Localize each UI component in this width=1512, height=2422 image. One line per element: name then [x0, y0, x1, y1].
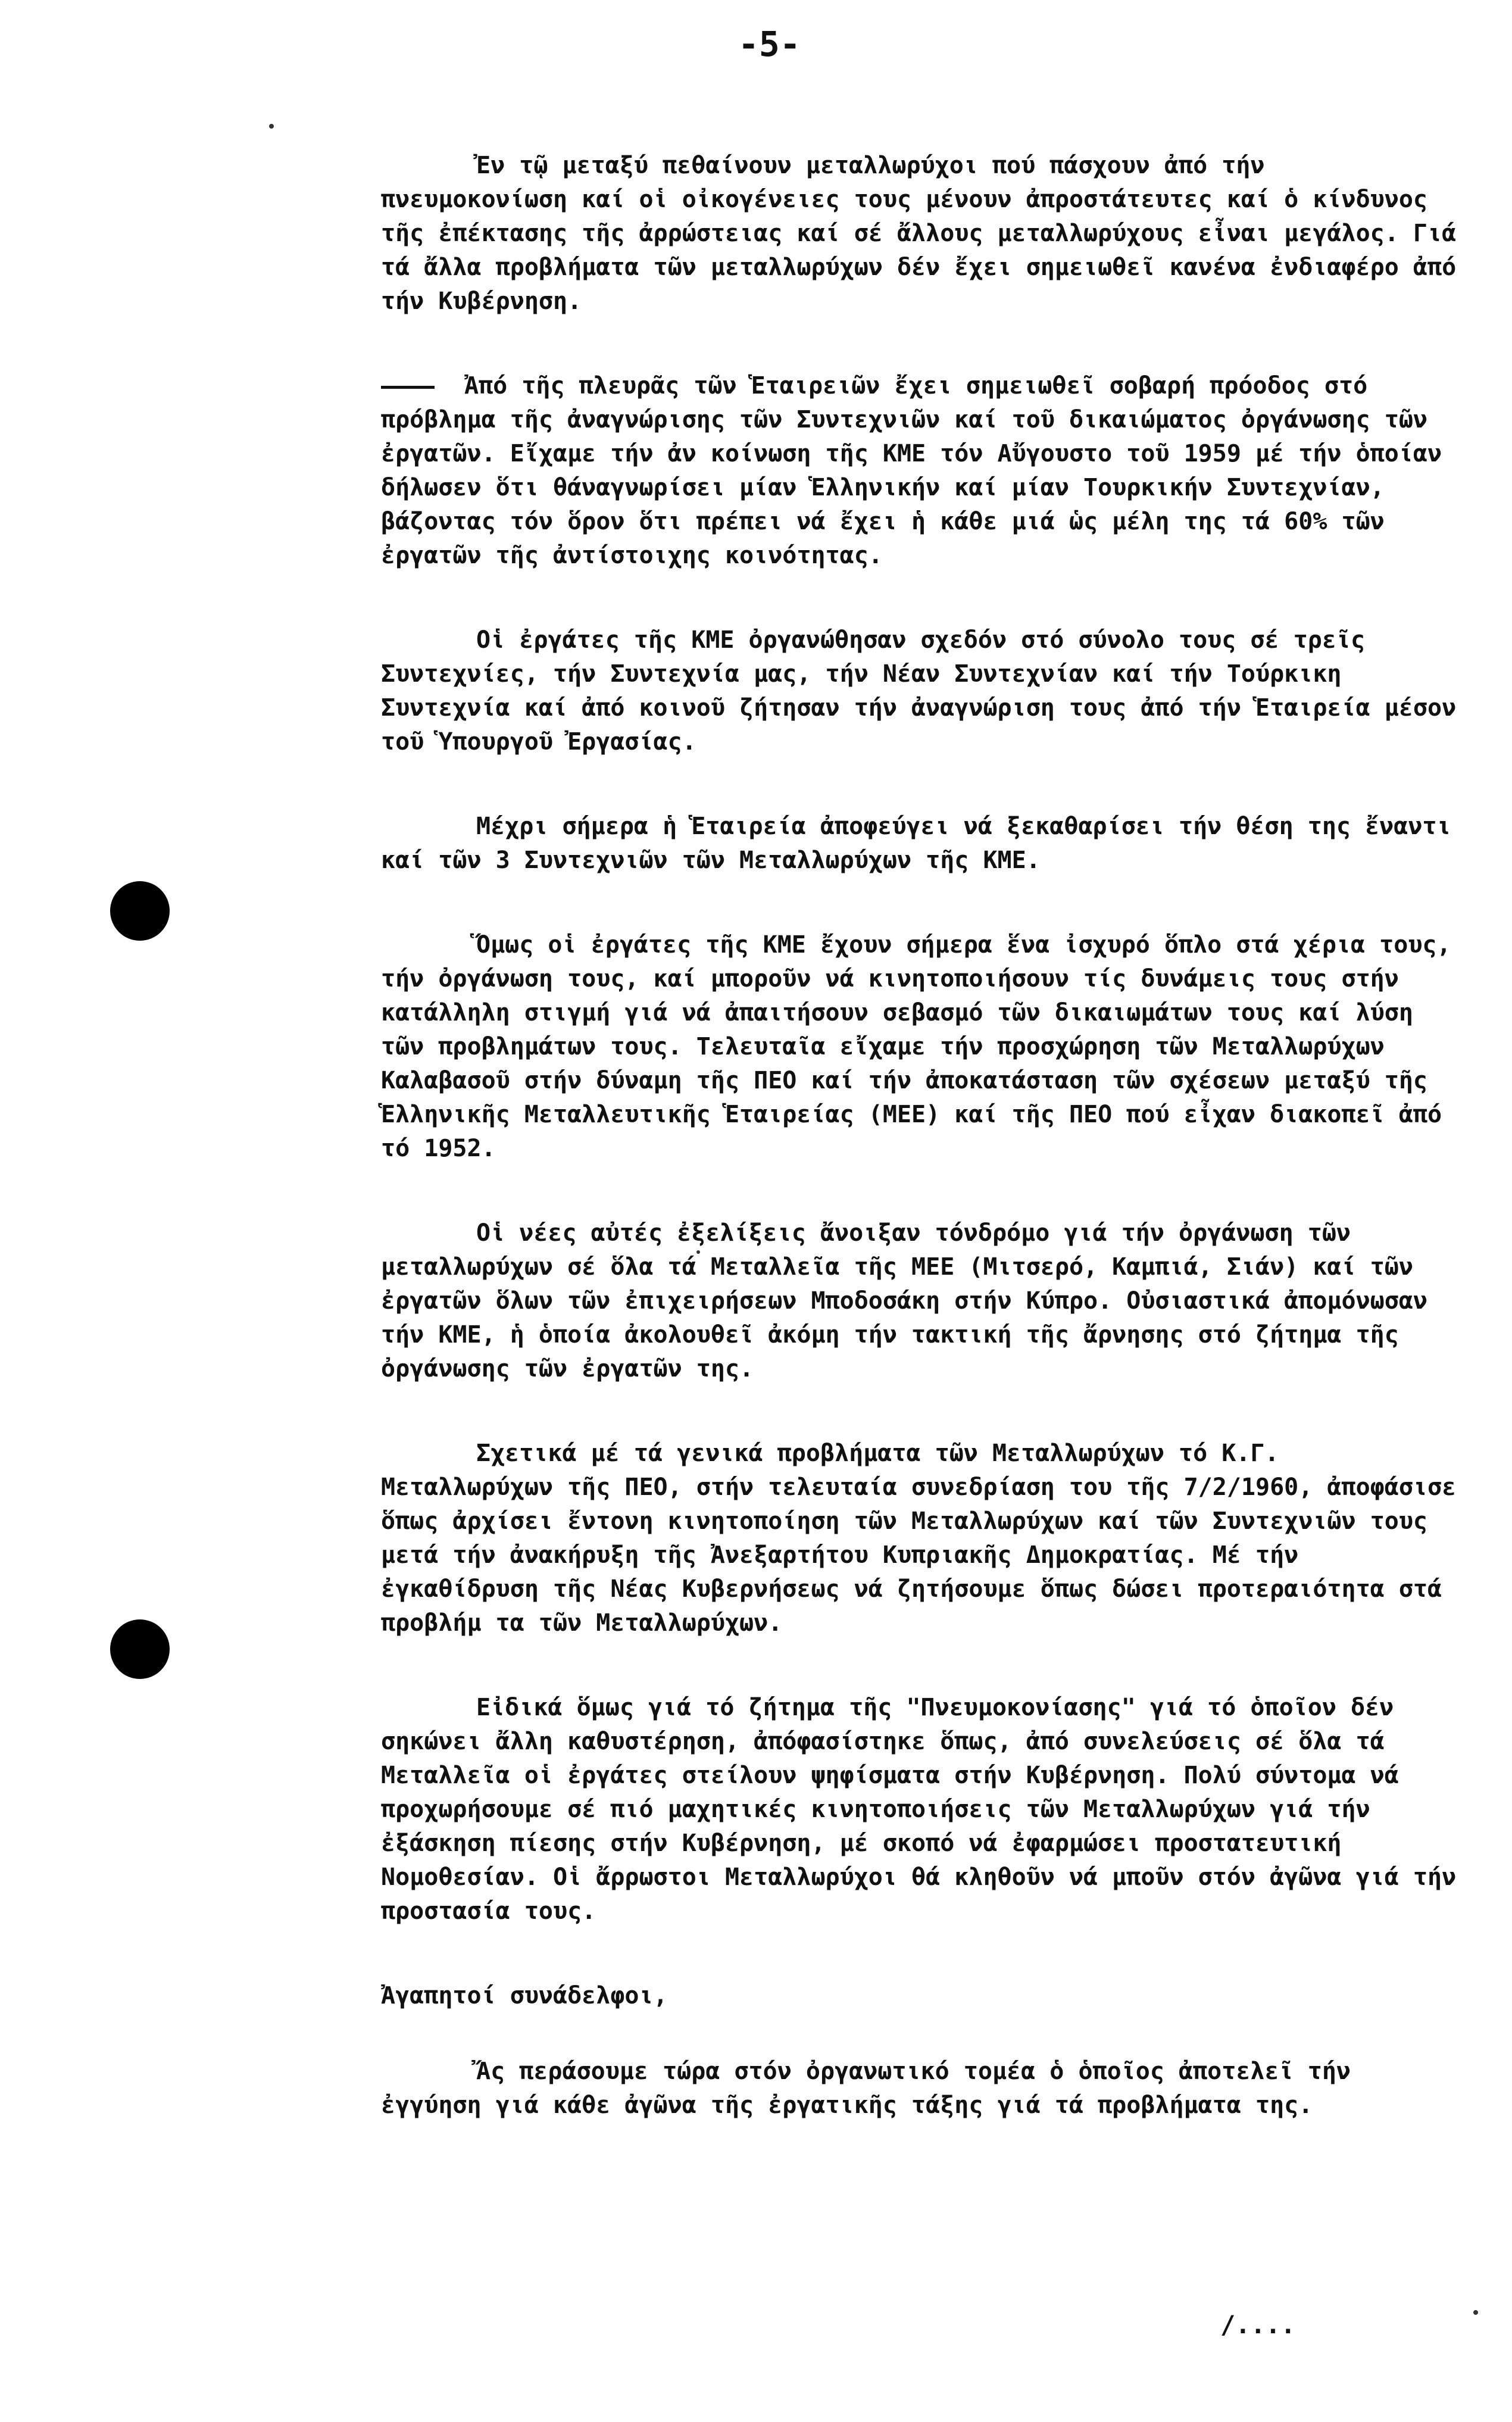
scan-speck: [269, 124, 274, 129]
punch-hole-lower: [110, 1619, 170, 1679]
paragraph: Ὅμως οἱ ἐργάτες τῆς ΚΜΕ ἔχουν σήμερα ἕνα ἰσχυρό ὅπλο στά χέρια τους, τήν ὀργάνωση τους, καί μποροῦν νά κινητοποιήσουν τίς δυνάμεις τους στήν κατάλληλη στιγμή γιά νά ἀπαιτήσουν σεβασμό τῶν δικαιωμάτων τους καί λύση τῶν προβλημάτων τους. Τελευταῖα εἴχαμε τήν προσχώρηση τῶν Μεταλλωρύχων Καλαβασοῦ στήν δύναμη τῆς ΠΕΟ καί τήν ἀποκατάσταση τῶν σχέσεων μεταξύ τῆς Ἑλληνικῆς Μεταλλευτικῆς Ἑταιρείας (ΜΕΕ) καί τῆς ΠΕΟ πού εἶχαν διακοπεῖ ἀπό τό 1952.: [381, 931, 1466, 1162]
paragraph-text: Ἀπό τῆς πλευρᾶς τῶν Ἑταιρειῶν ἔχει σημειωθεῖ σοβαρή πρόοδος στό πρόβλημα τῆς ἀναγνώρισης τῶν Συντεχνιῶν καί τοῦ δικαιώματος ὀργάνωσης τῶν ἐργατῶν. Εἴχαμε τήν ἀν κοίνωση τῆς ΚΜΕ τόν Αὔγουστο τοῦ 1959 μέ τήν ὁποίαν δήλωσεν ὅτι θάναγνωρίσει μίαν Ἑλληνικήν καί μίαν Τουρκικήν Συντεχνίαν, βάζοντας τόν ὅρον ὅτι πρέπει νά ἔχει ἡ κάθε μιά ὡς μέλη της τά 60% τῶν ἐργατῶν τῆς ἀντίστοιχης κοινότητας.: [381, 372, 1457, 569]
paragraph-dash: [381, 369, 1464, 573]
paragraph: Ἐν τῷ μεταξύ πεθαίνουν μεταλλωρύχοι πού πάσχουν ἀπό τήν πνευμοκονίωση καί οἱ οἰκογένειες τους μένουν ἀπροστάτευτες καί ὁ κίνδυνος τῆς ἐπέκτασης τῆς ἀρρώστειας καί σέ ἄλλους μεταλλωρύχους εἶναι μεγάλος. Γιά τά ἄλλα προβλήματα τῶν μεταλλωρύχων δέν ἔχει σημειωθεῖ κανένα ἐνδιαφέρο ἀπό τήν Κυβέρνηση.: [381, 152, 1471, 315]
scan-speck: [1473, 2310, 1478, 2315]
continuation-mark: /....: [1220, 2310, 1296, 2339]
punch-hole-upper: [110, 881, 170, 941]
page-number: -5-: [738, 24, 801, 64]
letter-body: [381, 149, 1471, 2173]
greeting: Ἀγαπητοί συνάδελφοι,: [381, 1982, 668, 2009]
closing-paragraph: Ἄς περάσουμε τώρα στόν ὀργανωτικό τομέα ὁ ὁποῖος ἀποτελεῖ τήν ἐγγύηση γιά κάθε ἀγῶνα τῆς ἐργατικῆς τάξης γιά τά προβλήματα της.: [381, 2058, 1366, 2119]
paragraph: Μέχρι σήμερα ἡ Ἑταιρεία ἀποφεύγει νά ξεκαθαρίσει τήν θέση της ἔναντι καί τῶν 3 Συντεχνιῶν τῶν Μεταλλωρύχων τῆς ΚΜΕ.: [381, 813, 1466, 874]
paragraph: Εἰδικά ὅμως γιά τό ζήτημα τῆς "Πνευμοκονίασης" γιά τό ὁποῖον δέν σηκώνει ἄλλη καθυστέρηση, ἀπόφασίστηκε ὅπως, ἀπό συνελεύσεις σέ ὅλα τά Μεταλλεῖα οἱ ἐργάτες στείλουν ψηφίσματα στήν Κυβέρνηση. Πολύ σύντομα νά προχωρήσουμε σέ πιό μαχητικές κινητοποιήσεις τῶν Μεταλλωρύχων γιά τήν ἐξάσκηση πίεσης στήν Κυβέρνηση, μέ σκοπό νά ἐφαρμώσει προστατευτική Νομοθεσίαν. Οἱ ἄρρωστοι Μεταλλωρύχοι θά κληθοῦν νά μποῦν στόν ἀγῶνα γιά τήν προστασία τους.: [381, 1694, 1471, 1925]
dash-mark: [381, 386, 435, 389]
paragraph: Σχετικά μέ τά γενικά προβλήματα τῶν Μεταλλωρύχων τό Κ.Γ. Μεταλλωρύχων τῆς ΠΕΟ, στήν τελευταία συνεδρίαση του τῆς 7/2/1960, ἀποφάσισε ὅπως ἀρχίσει ἔντονη κινητοποίηση τῶν Μεταλλωρύχων καί τῶν Συντεχνιῶν τους μετά τήν ἀνακήρυξη τῆς Ἀνεξαρτήτου Κυπριακῆς Δημοκρατίας. Μέ τήν ἐγκαθίδρυση τῆς Νέας Κυβερνήσεως νά ζητήσουμε ὅπως δώσει προτεραιότητα στά προβλήμ τα τῶν Μεταλλωρύχων.: [381, 1440, 1471, 1637]
paragraph: Οἱ ἐργάτες τῆς ΚΜΕ ὀργανώθησαν σχεδόν στό σύνολο τους σέ τρεῖς Συντεχνίες, τήν Συντεχνία μας, τήν Νέαν Συντεχνίαν καί τήν Τούρκικη Συντεχνία καί ἀπό κοινοῦ ζήτησαν τήν ἀναγνώριση τους ἀπό τήν Ἑταιρεία μέσον τοῦ Ὑπουργοῦ Ἐργασίας.: [381, 626, 1471, 756]
paragraph: Οἱ νέες αὐτές ἐξελίξεις ἄνοιξαν τόνδρόμο γιά τήν ὀργάνωση τῶν μεταλλωρύχων σέ ὅλα τά Μεταλλεῖα τῆς ΜΕΕ (Μιτσερό, Καμπιά, Σιάν) καί τῶν ἐργατῶν ὅλων τῶν ἐπιχειρήσεων Μποδοσάκη στήν Κύπρο. Οὐσιαστικά ἀπομόνωσαν τήν ΚΜΕ, ἡ ὁποία ἀκολουθεῖ ἀκόμη τήν τακτική τῆς ἄρνησης στό ζήτημα τῆς ὀργάνωσης τῶν ἐργατῶν της.: [381, 1219, 1442, 1382]
